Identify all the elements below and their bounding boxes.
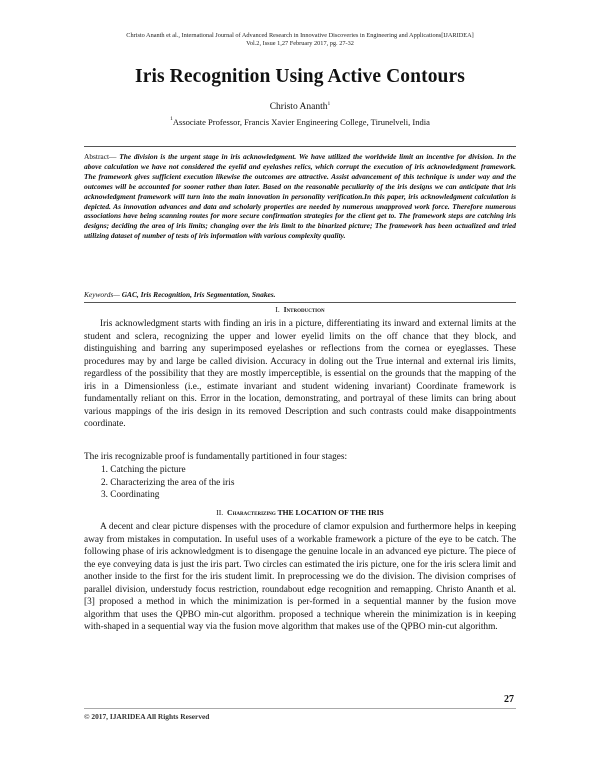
running-header [70,32,530,48]
author-line [60,102,540,112]
keywords [84,290,516,300]
section1-body [84,318,516,431]
list-item: 2. Characterizing the area of the iris [101,477,235,488]
abstract-label: Abstract— [84,152,117,161]
page-number: 27 [504,694,514,705]
section1-paragraph: Iris acknowledgment starts with finding an iris in a picture, differentiating its inward and external limits at the student and sclera, recognizing the upper and lower eyelid limits on the off chance that they block, and distinguishing and barring any superimposed eyelashes or reflections from the cornea or eyeglasses. These procedures may by and large be called division. Accuracy in doling out the True internal and external iris limits, regardless of the possibility that they are mostly imperceptible, is essential on the grounds that the mapping of the iris in a Dimensionless (i.e., estimate invariant and student widening invariant) Coordinate framework is fundamentally reliant on this. Error in the location, demonstrating, and portrayal of these limits can bring about various mappings of the iris design in its removed Description and such contrasts could make disappointments coordinate. [84,319,516,429]
section1-number: I. [275,305,280,314]
stages-list [101,464,234,502]
author-sup: 1 [327,101,331,107]
abstract-top-rule [84,146,516,147]
section2-heading [84,508,516,517]
keywords-label: Keywords— [84,290,120,299]
keywords-bottom-rule [84,302,516,303]
paper-title: Iris Recognition Using Active Contours [135,66,465,87]
section1-intro-list [84,451,516,464]
section2-paragraph: A decent and clear picture dispenses with the procedure of clamor expulsion and furthermore helps in keeping away from mistakes in computation. In useful uses of a workable framework a picture of the eye to be catch. The following phase of iris acknowledgment is to disengage the genuine locale in an advanced eye picture. The piece of the eye conveying data is just the iris part. Two circles can estimated the iris picture, one for the iris sclera limit and another inside to the first for the iris student limit. In preprocessing we do the division. The division comprises of parallel division, understudy focus restriction, roundabout edge recognition and remapping. Christo Ananth et al. [3] proposed a method in which the minimization is per-formed in a sequential manner by the fusion move algorithm that uses the QPBO min-cut algorithm. proposed a technique wherein the minimization is in keeping with-shaped in a sequential way via the fusion move algorithm that makes use of the QPBO min-cut algorithm. [84,522,516,632]
section1-title: Introduction [283,305,325,314]
section2-body [84,521,516,634]
list-item: 3. Coordinating [101,490,160,500]
section1-list-intro: The iris recognizable proof is fundamentally partitioned in four stages: [84,452,348,462]
keywords-text: GAC, Iris Recognition, Iris Segmentation, Snakes. [121,290,276,299]
section1-heading [84,305,516,314]
author-name: Christo Ananth [269,102,328,112]
list-item: 1. Catching the picture [101,465,186,475]
running-header-line1: Christo Ananth et al., International Journal of Advanced Research in Innovative Discoveries in Engineering and Applications[IJARIDEA] [126,32,474,39]
footer-rule [84,708,516,709]
abstract [84,152,516,241]
running-header-line2: Vol.2, Issue 1,27 February 2017, pg. 27-32 [246,40,354,48]
affiliation-text: Associate Professor, Francis Xavier Engineering College, Tirunelveli, India [172,117,430,127]
affiliation-sup: 1 [170,116,173,122]
copyright-footer: © 2017, IJARIDEA All Rights Reserved [84,712,210,721]
section2-title: Characterizing THE LOCATION OF THE IRIS [226,508,384,517]
affiliation [60,117,540,127]
section2-number: II. [216,508,224,517]
abstract-text: The division is the urgent stage in iris acknowledgment. We have utilized the worldwide limit an incentive for division. In the above calculation we have not considered the eyelid and eyelashes relics, which corrupt the execution of iris acknowledgment framework. The framework gives sufficient execution likewise the outcomes are attractive. Assist advancement of this technique is under way and the outcomes will be accounted for sooner rather than later. Based on the reasonable peculiarity of the iris designs we can anticipate that iris acknowledgment framework will turn into the main innovation in personality verification.In this paper, iris acknowledgment calculation is depicted. As innovation advances and data and scholarly properties are needed by numerous unapproved work force. Therefore numerous associations have being scanning routes for more secure confirmation strategies for the client get to. The framework steps are catching iris designs; deciding the area of iris limits; changing over the iris limit to the binarized picture; The framework has been actualized and tried utilizing dataset of number of tests of iris information with various complexity quality. [84,152,516,241]
